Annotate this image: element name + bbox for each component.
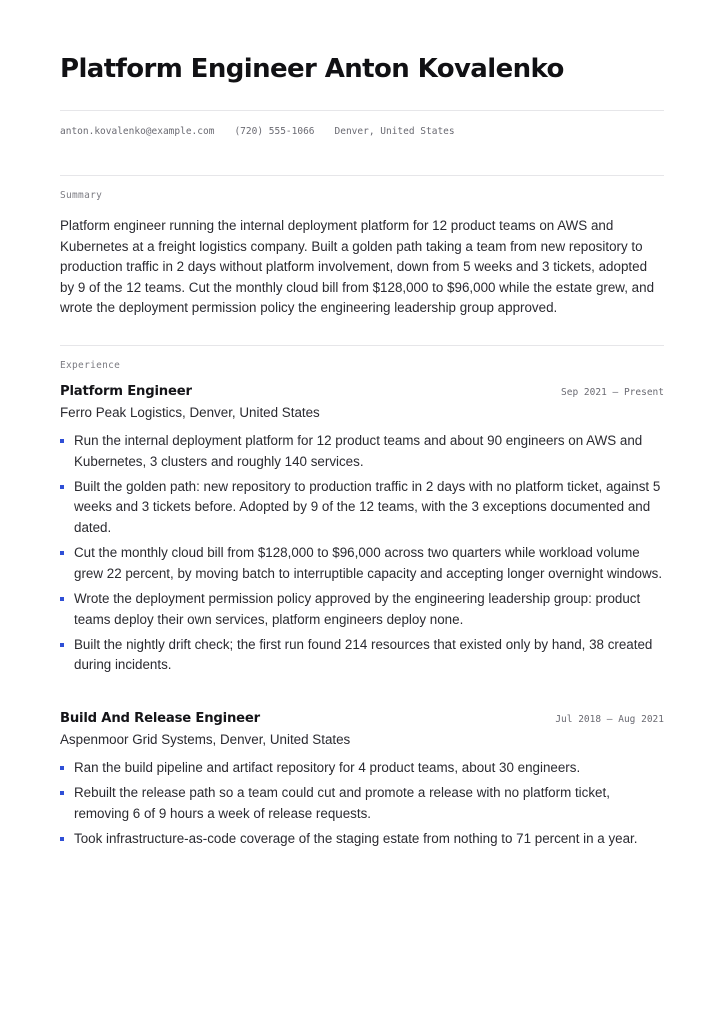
job-bullet-text: Cut the monthly cloud bill from $128,000 to $96,000 across two quarters while workload volume grew 22 percent, by moving batch to interruptible capacity and accepting longer overnight windows. bbox=[74, 545, 663, 581]
contact-phone[interactable]: (720) 555-1066 bbox=[234, 126, 315, 137]
job-bullet-text: Run the internal deployment platform for 12 product teams and about 90 engineers on AWS and Kubernetes, 3 clusters and roughly 140 services. bbox=[74, 433, 643, 469]
experience-entry bbox=[60, 711, 664, 854]
experience-entry bbox=[60, 384, 664, 681]
bullet-square-icon bbox=[60, 837, 64, 841]
contact-divider bbox=[60, 175, 664, 176]
job-bullet-text: Ran the build pipeline and artifact repository for 4 product teams, about 30 engineers. bbox=[74, 760, 581, 775]
job-bullet-list bbox=[60, 758, 664, 850]
job-dates: Jul 2018 — Aug 2021 bbox=[555, 714, 664, 725]
job-bullet bbox=[60, 477, 664, 539]
experience-heading: Experience bbox=[60, 360, 121, 371]
header-divider bbox=[60, 110, 664, 111]
job-bullet bbox=[60, 543, 664, 584]
summary-text: Platform engineer running the internal deployment platform for 12 product teams on AWS and Kubernetes at a freight logistics company. Built a golden path taking a team from new repository to production traffic in 2 days without platform involvement, down from 5 weeks and 3 tickets, adopted by 9 of the 12 teams. Cut the monthly cloud bill from $128,000 to $96,000 while the estate grew, and wrote the deployment permission policy the engineering leadership group approved. bbox=[60, 218, 655, 316]
bullet-square-icon bbox=[60, 485, 64, 489]
bullet-square-icon bbox=[60, 439, 64, 443]
job-bullet-text: Built the nightly drift check; the first run found 214 resources that existed only by hand, 38 created during incidents. bbox=[74, 636, 653, 673]
bullet-square-icon bbox=[60, 643, 64, 647]
bullet-square-icon bbox=[60, 766, 64, 770]
job-dates: Sep 2021 — Present bbox=[561, 387, 664, 398]
job-bullet bbox=[60, 431, 664, 472]
bullet-square-icon bbox=[60, 597, 64, 601]
summary-divider bbox=[60, 345, 664, 346]
job-bullet-text: Built the golden path: new repository to production traffic in 2 days with no platform ticket, against 5 weeks and 3 tickets before. Adopted by 9 of the 12 teams, with the 3 exceptions documented and dated. bbox=[74, 478, 661, 535]
job-company: Aspenmoor Grid Systems, Denver, United States bbox=[60, 732, 351, 747]
job-bullet-text: Wrote the deployment permission policy approved by the engineering leadership group: product teams deploy their own services, platform engineers deploy none. bbox=[74, 590, 641, 627]
bullet-square-icon bbox=[60, 791, 64, 795]
job-bullet-list bbox=[60, 431, 664, 676]
job-bullet-text: Rebuilt the release path so a team could cut and promote a release with no platform ticket, removing 6 of 9 hours a week of release requests. bbox=[74, 785, 610, 821]
page-title: Platform Engineer Anton Kovalenko bbox=[60, 54, 564, 84]
summary-heading: Summary bbox=[60, 190, 103, 201]
bullet-square-icon bbox=[60, 551, 64, 555]
job-bullet bbox=[60, 829, 664, 850]
job-bullet bbox=[60, 635, 664, 676]
contact-email[interactable]: anton.kovalenko@example.com bbox=[60, 126, 215, 137]
job-bullet bbox=[60, 783, 664, 824]
job-header bbox=[60, 711, 664, 731]
job-bullet-text: Took infrastructure-as-code coverage of the staging estate from nothing to 71 percent in a year. bbox=[74, 830, 638, 846]
contact-line bbox=[60, 126, 455, 137]
job-bullet bbox=[60, 758, 664, 779]
job-company: Ferro Peak Logistics, Denver, United States bbox=[60, 405, 320, 420]
job-bullet bbox=[60, 589, 664, 630]
job-title: Build And Release Engineer bbox=[60, 711, 260, 726]
contact-location: Denver, United States bbox=[334, 126, 455, 137]
job-header bbox=[60, 384, 664, 404]
job-title: Platform Engineer bbox=[60, 384, 192, 399]
